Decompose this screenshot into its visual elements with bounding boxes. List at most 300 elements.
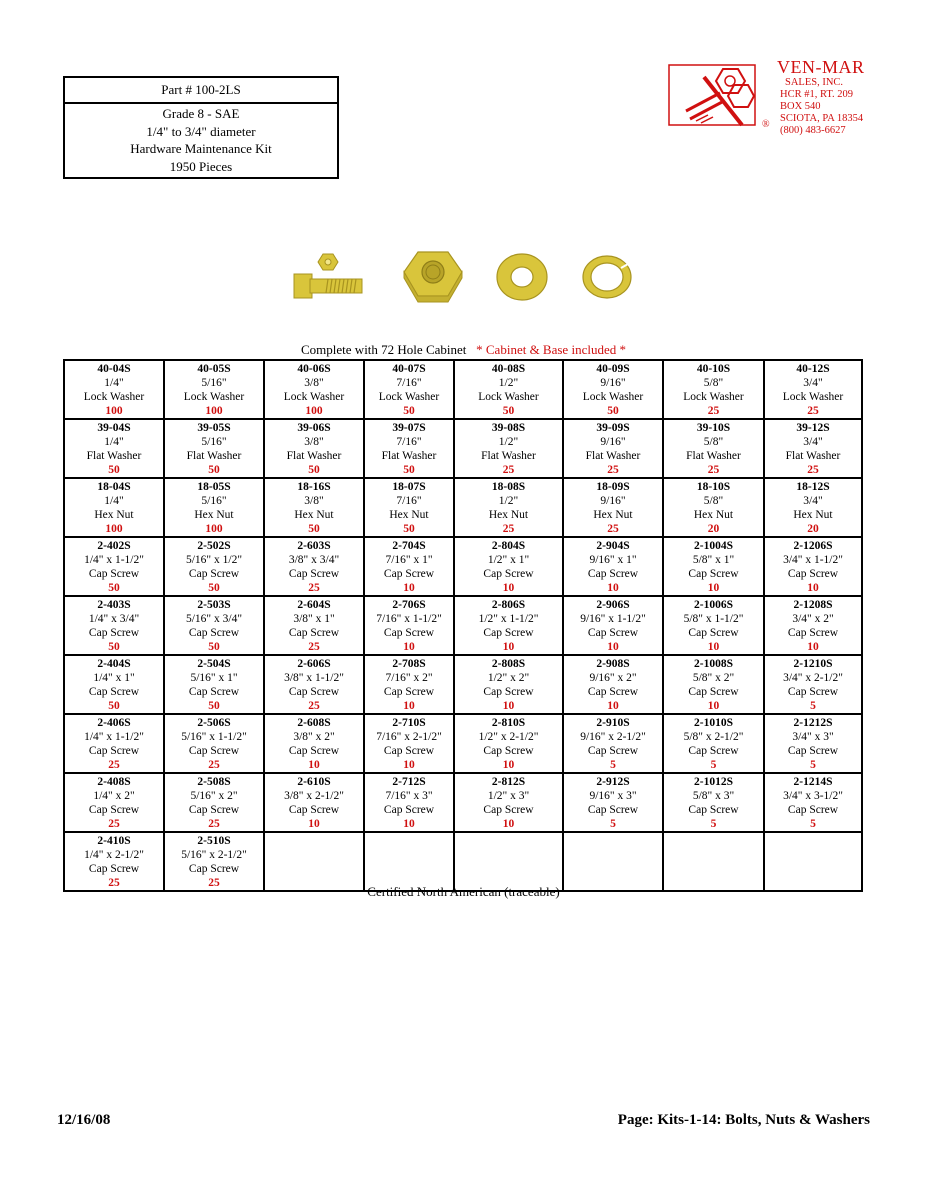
part-cell-number: 2-806S xyxy=(491,599,526,611)
company-address-2: BOX 540 xyxy=(780,101,821,112)
part-cell-number: 2-712S xyxy=(392,776,426,788)
part-cell-quantity: 10 xyxy=(308,759,320,771)
part-cell-quantity: 25 xyxy=(807,464,819,476)
parts-grid xyxy=(63,359,863,892)
part-cell-number: 2-510S xyxy=(197,835,231,847)
grid-row xyxy=(64,655,862,714)
part-cell-number: 40-08S xyxy=(491,363,526,375)
part-cell-quantity: 50 xyxy=(208,582,220,594)
part-cell xyxy=(764,360,862,419)
part-cell-type: Cap Screw xyxy=(88,686,140,698)
part-cell-number: 2-502S xyxy=(197,540,231,552)
part-cell-type: Hex Nut xyxy=(593,509,633,521)
part-cell-quantity: 10 xyxy=(607,700,619,712)
part-cell-type: Cap Screw xyxy=(88,804,140,816)
empty-cell xyxy=(663,832,764,891)
part-cell-size: 3/8" x 2-1/2" xyxy=(284,790,344,802)
part-cell-number: 39-08S xyxy=(491,422,526,434)
grid-row xyxy=(64,478,862,537)
part-cell-size: 3/4" x 3-1/2" xyxy=(783,790,843,802)
part-number: Part # 100-2LS xyxy=(65,78,337,104)
part-cell-quantity: 10 xyxy=(308,818,320,830)
part-cell-quantity: 10 xyxy=(807,641,819,653)
part-cell-size: 7/16" xyxy=(396,436,422,448)
part-cell-size: 3/4" x 1-1/2" xyxy=(783,554,843,566)
part-cell-size: 3/4" xyxy=(803,436,823,448)
part-cell-number: 18-08S xyxy=(491,481,526,493)
part-cell-size: 1/4" xyxy=(104,436,124,448)
part-cell-size: 7/16" x 2-1/2" xyxy=(376,731,442,743)
part-cell-type: Hex Nut xyxy=(194,509,234,521)
part-cell-quantity: 10 xyxy=(502,700,515,712)
part-cell xyxy=(563,419,663,478)
part-cell-size: 9/16" xyxy=(600,436,626,448)
hex-nut-icon xyxy=(402,250,464,304)
part-cell-quantity: 50 xyxy=(108,641,120,653)
part-cell-size: 5/8" x 3" xyxy=(692,790,735,802)
bolt-icon xyxy=(292,252,366,300)
part-cell-type: Cap Screw xyxy=(688,745,739,757)
part-cell-size: 5/8" x 2" xyxy=(692,672,735,684)
part-cell xyxy=(164,655,264,714)
part-cell xyxy=(164,360,264,419)
part-cell-number: 2-808S xyxy=(491,658,526,670)
part-cell-quantity: 5 xyxy=(610,818,616,830)
footer-page-label: Page: Kits-1-14: Bolts, Nuts & Washers xyxy=(617,1112,870,1128)
part-cell-type: Cap Screw xyxy=(88,568,140,580)
part-cell-size: 1/4" x 3/4" xyxy=(88,613,140,625)
part-cell-type: Cap Screw xyxy=(188,568,240,580)
part-cell-size: 7/16" x 2" xyxy=(385,672,433,684)
grid-row xyxy=(64,596,862,655)
part-cell-number: 2-508S xyxy=(197,776,231,788)
part-cell-type: Flat Washer xyxy=(186,450,242,462)
part-cell-number: 40-10S xyxy=(696,363,731,375)
empty-cell xyxy=(364,832,454,891)
part-cell-quantity: 20 xyxy=(707,523,720,535)
part-cell-type: Cap Screw xyxy=(587,568,639,580)
part-cell-quantity: 10 xyxy=(403,700,415,712)
part-cell-number: 40-12S xyxy=(796,363,830,375)
part-cell-number: 2-810S xyxy=(491,717,526,729)
part-cell-size: 1/2" x 2" xyxy=(487,672,530,684)
part-cell-quantity: 50 xyxy=(403,464,415,476)
part-cell-type: Cap Screw xyxy=(188,627,240,639)
part-cell-number: 2-1212S xyxy=(793,717,833,729)
part-cell-number: 2-1006S xyxy=(694,599,733,611)
part-cell xyxy=(764,773,862,832)
cabinet-included-note: * Cabinet & Base included * xyxy=(476,342,626,357)
hardware-icons xyxy=(0,246,927,306)
part-cell-type: Cap Screw xyxy=(787,568,839,580)
part-cell-type: Cap Screw xyxy=(483,804,534,816)
part-cell-type: Cap Screw xyxy=(188,804,240,816)
part-cell xyxy=(64,596,164,655)
part-cell xyxy=(164,773,264,832)
part-cell-number: 18-07S xyxy=(392,481,426,493)
part-cell-size: 3/4" xyxy=(803,377,823,389)
part-cell xyxy=(264,714,364,773)
part-cell-size: 5/16" x 1/2" xyxy=(185,554,243,566)
part-cell-type: Cap Screw xyxy=(383,745,435,757)
part-cell xyxy=(64,537,164,596)
part-cell-size: 5/16" xyxy=(201,436,227,448)
part-cell-number: 40-07S xyxy=(392,363,426,375)
part-cell xyxy=(454,360,563,419)
part-cell-size: 3/4" xyxy=(803,495,823,507)
part-cell-quantity: 50 xyxy=(108,582,120,594)
part-cell xyxy=(764,478,862,537)
empty-cell xyxy=(454,832,563,891)
part-cell-number: 2-706S xyxy=(392,599,426,611)
part-cell-size: 1/2" x 3" xyxy=(487,790,530,802)
part-cell xyxy=(264,596,364,655)
part-cell-number: 2-402S xyxy=(97,540,131,552)
part-cell-type: Cap Screw xyxy=(483,627,534,639)
part-cell xyxy=(663,596,764,655)
part-cell-size: 5/8" x 1-1/2" xyxy=(683,613,744,625)
part-cell-quantity: 25 xyxy=(607,464,619,476)
part-cell-quantity: 10 xyxy=(403,641,415,653)
part-cell-number: 40-05S xyxy=(197,363,231,375)
part-cell xyxy=(563,478,663,537)
part-cell-size: 3/4" x 3" xyxy=(792,731,834,743)
part-cell xyxy=(454,478,563,537)
part-cell-quantity: 25 xyxy=(208,818,220,830)
part-cell xyxy=(563,537,663,596)
part-cell-quantity: 25 xyxy=(807,405,819,417)
part-cell-size: 5/16" x 2-1/2" xyxy=(181,849,247,861)
company-address-3: SCIOTA, PA 18354 xyxy=(780,113,864,124)
part-cell-quantity: 10 xyxy=(807,582,819,594)
part-cell-size: 1/4" x 2" xyxy=(93,790,135,802)
part-cell-quantity: 5 xyxy=(810,759,816,771)
part-cell-quantity: 50 xyxy=(108,464,120,476)
part-cell-type: Cap Screw xyxy=(483,568,534,580)
lock-washer-icon xyxy=(581,254,633,300)
part-cell xyxy=(164,419,264,478)
part-cell-quantity: 10 xyxy=(607,582,619,594)
part-cell-type: Flat Washer xyxy=(86,450,142,462)
part-cell-number: 2-908S xyxy=(596,658,630,670)
part-cell-size: 3/8" x 1" xyxy=(293,613,335,625)
grid-row xyxy=(64,537,862,596)
part-cell-type: Lock Washer xyxy=(683,391,744,403)
part-cell-number: 2-1012S xyxy=(694,776,733,788)
part-cell-number: 2-812S xyxy=(491,776,526,788)
part-cell-type: Cap Screw xyxy=(288,745,340,757)
part-cell xyxy=(454,773,563,832)
part-cell-type: Flat Washer xyxy=(481,450,536,462)
part-cell-size: 1/4" xyxy=(104,377,124,389)
part-cell-size: 9/16" x 3" xyxy=(589,790,637,802)
part-cell-size: 3/4" x 2-1/2" xyxy=(783,672,843,684)
part-cell-quantity: 100 xyxy=(105,405,123,417)
part-cell-size: 3/8" x 1-1/2" xyxy=(284,672,344,684)
part-cell xyxy=(64,478,164,537)
part-cell-type: Cap Screw xyxy=(288,686,340,698)
part-cell xyxy=(364,537,454,596)
part-cell-type: Lock Washer xyxy=(478,391,539,403)
empty-cell xyxy=(764,832,862,891)
part-cell-type: Cap Screw xyxy=(587,745,639,757)
part-cell-size: 1/4" x 1-1/2" xyxy=(84,554,144,566)
part-cell-size: 1/2" xyxy=(498,436,519,448)
part-cell-number: 2-1004S xyxy=(694,540,733,552)
part-cell-size: 3/8" xyxy=(304,495,324,507)
part-cell-size: 1/4" x 2-1/2" xyxy=(84,849,144,861)
part-cell-size: 1/4" x 1" xyxy=(93,672,135,684)
part-cell-number: 2-704S xyxy=(392,540,426,552)
part-diameter: 1/4" to 3/4" diameter xyxy=(146,123,256,139)
part-cell xyxy=(164,596,264,655)
part-cell-type: Lock Washer xyxy=(782,391,844,403)
part-cell-type: Lock Washer xyxy=(378,391,440,403)
part-cell-number: 2-604S xyxy=(297,599,331,611)
part-cell-type: Lock Washer xyxy=(83,391,145,403)
part-cell-type: Cap Screw xyxy=(288,568,340,580)
part-cell-number: 40-06S xyxy=(297,363,331,375)
part-cell-quantity: 10 xyxy=(403,818,415,830)
part-cell-size: 7/16" x 1" xyxy=(385,554,433,566)
part-cell-size: 5/16" xyxy=(201,377,227,389)
part-cell xyxy=(64,773,164,832)
part-cell-number: 2-1008S xyxy=(694,658,733,670)
part-cell-size: 1/2" x 1-1/2" xyxy=(478,613,539,625)
company-address-1: HCR #1, RT. 209 xyxy=(780,89,853,100)
part-cell-size: 3/8" xyxy=(304,377,324,389)
part-cell-quantity: 50 xyxy=(208,641,220,653)
part-cell-type: Cap Screw xyxy=(688,804,739,816)
part-cell-quantity: 25 xyxy=(707,464,720,476)
part-cell-type: Hex Nut xyxy=(488,509,529,521)
part-cell-type: Cap Screw xyxy=(383,627,435,639)
part-cell-quantity: 50 xyxy=(403,523,415,535)
grid-row xyxy=(64,360,862,419)
part-cell-number: 2-1210S xyxy=(793,658,833,670)
part-cell-number: 2-408S xyxy=(97,776,131,788)
part-cell-type: Hex Nut xyxy=(793,509,833,521)
part-cell-type: Cap Screw xyxy=(483,745,534,757)
part-cell-number: 2-1206S xyxy=(793,540,833,552)
part-cell-quantity: 50 xyxy=(607,405,619,417)
certification-note: Certified North American (traceable) xyxy=(367,884,560,899)
part-cell-type: Cap Screw xyxy=(88,863,140,875)
part-cell xyxy=(164,832,264,891)
part-cell-quantity: 50 xyxy=(108,700,120,712)
part-cell xyxy=(663,478,764,537)
part-cell-number: 18-04S xyxy=(97,481,131,493)
part-cell-quantity: 25 xyxy=(502,523,515,535)
part-cell-size: 3/4" x 2" xyxy=(792,613,834,625)
part-cell-quantity: 25 xyxy=(108,759,120,771)
part-cell-size: 5/16" xyxy=(201,495,227,507)
part-cell xyxy=(264,773,364,832)
part-cell-quantity: 25 xyxy=(208,759,220,771)
part-cell-number: 2-503S xyxy=(197,599,231,611)
part-grade: Grade 8 - SAE xyxy=(162,106,240,121)
part-cell-size: 5/16" x 1" xyxy=(190,672,238,684)
part-cell xyxy=(764,537,862,596)
part-cell-number: 39-05S xyxy=(197,422,231,434)
part-cell-quantity: 10 xyxy=(403,582,415,594)
part-cell-quantity: 100 xyxy=(105,523,123,535)
part-cell-size: 9/16" xyxy=(600,495,626,507)
part-cell-quantity: 25 xyxy=(308,700,320,712)
part-cell-type: Cap Screw xyxy=(688,627,739,639)
part-cell xyxy=(764,655,862,714)
part-cell xyxy=(454,714,563,773)
part-cell-size: 1/2" x 2-1/2" xyxy=(478,731,539,743)
part-cell-number: 18-16S xyxy=(297,481,331,493)
part-cell xyxy=(563,773,663,832)
part-cell-number: 2-708S xyxy=(392,658,426,670)
part-cell-quantity: 25 xyxy=(707,405,720,417)
part-cell xyxy=(663,714,764,773)
part-cell-size: 5/8" xyxy=(703,436,724,448)
part-cell-size: 9/16" x 2" xyxy=(589,672,637,684)
part-cell-size: 1/2" xyxy=(498,495,519,507)
part-cell-size: 1/2" xyxy=(498,377,519,389)
part-cell-type: Cap Screw xyxy=(688,568,739,580)
part-cell-size: 1/4" xyxy=(104,495,124,507)
part-cell-size: 9/16" x 2-1/2" xyxy=(580,731,646,743)
part-cell xyxy=(64,360,164,419)
grid-row xyxy=(64,419,862,478)
company-phone: (800) 483-6627 xyxy=(780,125,846,136)
part-cell-type: Cap Screw xyxy=(88,627,140,639)
part-cell xyxy=(764,419,862,478)
part-cell-number: 2-710S xyxy=(392,717,426,729)
part-cell-type: Cap Screw xyxy=(688,686,739,698)
part-cell-number: 2-403S xyxy=(97,599,131,611)
part-cell-quantity: 5 xyxy=(810,700,816,712)
part-cell-number: 2-504S xyxy=(197,658,231,670)
part-cell xyxy=(454,537,563,596)
part-cell xyxy=(364,478,454,537)
part-cell-type: Hex Nut xyxy=(389,509,429,521)
part-cell-number: 2-912S xyxy=(596,776,630,788)
empty-cell xyxy=(264,832,364,891)
part-cell-size: 5/8" xyxy=(703,377,724,389)
part-cell-size: 5/8" x 2-1/2" xyxy=(683,731,744,743)
part-cell xyxy=(663,360,764,419)
part-cell xyxy=(64,832,164,891)
part-cell xyxy=(364,773,454,832)
part-cell-quantity: 50 xyxy=(308,523,320,535)
part-cell-number: 39-07S xyxy=(392,422,426,434)
part-cell-type: Cap Screw xyxy=(188,686,240,698)
part-cell-type: Cap Screw xyxy=(188,863,240,875)
part-cell xyxy=(663,773,764,832)
part-cell-size: 7/16" xyxy=(396,495,422,507)
part-cell-quantity: 10 xyxy=(502,818,515,830)
part-cell-quantity: 10 xyxy=(707,700,720,712)
footer-date: 12/16/08 xyxy=(57,1112,111,1128)
part-info-box xyxy=(63,76,339,179)
part-cell-quantity: 50 xyxy=(208,464,220,476)
part-cell xyxy=(563,596,663,655)
part-cell-number: 40-09S xyxy=(596,363,630,375)
part-cell xyxy=(264,655,364,714)
part-cell-quantity: 50 xyxy=(208,700,220,712)
part-cell-number: 2-603S xyxy=(297,540,331,552)
part-cell xyxy=(64,714,164,773)
company-sales: SALES, INC. xyxy=(785,77,844,88)
part-cell-size: 5/16" x 3/4" xyxy=(185,613,243,625)
part-cell-quantity: 25 xyxy=(108,818,120,830)
part-cell-number: 2-406S xyxy=(97,717,131,729)
part-cell-number: 2-910S xyxy=(596,717,630,729)
part-cell-quantity: 100 xyxy=(205,523,223,535)
part-cell-number: 2-608S xyxy=(297,717,331,729)
part-cell-size: 7/16" x 1-1/2" xyxy=(376,613,442,625)
part-cell xyxy=(663,655,764,714)
part-cell-size: 5/16" x 2" xyxy=(190,790,238,802)
part-cell-size: 9/16" xyxy=(600,377,626,389)
part-cell-quantity: 10 xyxy=(607,641,619,653)
part-cell-size: 3/8" x 3/4" xyxy=(288,554,340,566)
part-cell-type: Lock Washer xyxy=(582,391,644,403)
part-cell-size: 1/4" x 1-1/2" xyxy=(84,731,144,743)
part-cell-quantity: 10 xyxy=(502,759,515,771)
part-cell-type: Cap Screw xyxy=(787,745,839,757)
part-cell-type: Lock Washer xyxy=(183,391,245,403)
part-cell-number: 2-506S xyxy=(197,717,231,729)
part-cell-size: 9/16" x 1-1/2" xyxy=(580,613,646,625)
part-cell-number: 2-904S xyxy=(596,540,630,552)
part-cell-type: Flat Washer xyxy=(785,450,841,462)
part-cell-type: Hex Nut xyxy=(693,509,734,521)
part-cell-quantity: 100 xyxy=(305,405,323,417)
part-cell xyxy=(164,478,264,537)
part-cell-number: 2-804S xyxy=(491,540,526,552)
part-cell-quantity: 5 xyxy=(810,818,816,830)
part-cell-quantity: 25 xyxy=(308,582,320,594)
grid-row xyxy=(64,714,862,773)
part-cell-quantity: 100 xyxy=(205,405,223,417)
part-cell-type: Lock Washer xyxy=(283,391,345,403)
part-cell-number: 18-10S xyxy=(696,481,731,493)
part-cell xyxy=(454,596,563,655)
part-cell-quantity: 5 xyxy=(610,759,616,771)
part-cell-type: Cap Screw xyxy=(587,804,639,816)
part-cell-size: 5/8" x 1" xyxy=(692,554,735,566)
part-cell-size: 3/8" xyxy=(304,436,324,448)
part-cell xyxy=(164,714,264,773)
part-cell-quantity: 25 xyxy=(208,877,220,889)
part-cell-size: 3/8" x 2" xyxy=(293,731,335,743)
part-cell-type: Cap Screw xyxy=(88,745,140,757)
part-cell-type: Flat Washer xyxy=(686,450,741,462)
part-cell xyxy=(663,537,764,596)
part-cell-quantity: 10 xyxy=(502,641,515,653)
part-cell-number: 18-05S xyxy=(197,481,231,493)
part-cell-quantity: 50 xyxy=(502,405,515,417)
registered-mark: ® xyxy=(762,119,770,130)
part-cell-number: 39-12S xyxy=(796,422,830,434)
part-cell-size: 7/16" xyxy=(396,377,422,389)
part-cell-type: Cap Screw xyxy=(483,686,534,698)
part-cell xyxy=(264,537,364,596)
part-cell xyxy=(563,360,663,419)
part-cell xyxy=(364,714,454,773)
part-cell xyxy=(663,419,764,478)
part-cell-number: 2-1010S xyxy=(694,717,733,729)
part-cell-number: 18-12S xyxy=(796,481,830,493)
part-cell xyxy=(563,655,663,714)
part-cell-number: 18-09S xyxy=(596,481,630,493)
